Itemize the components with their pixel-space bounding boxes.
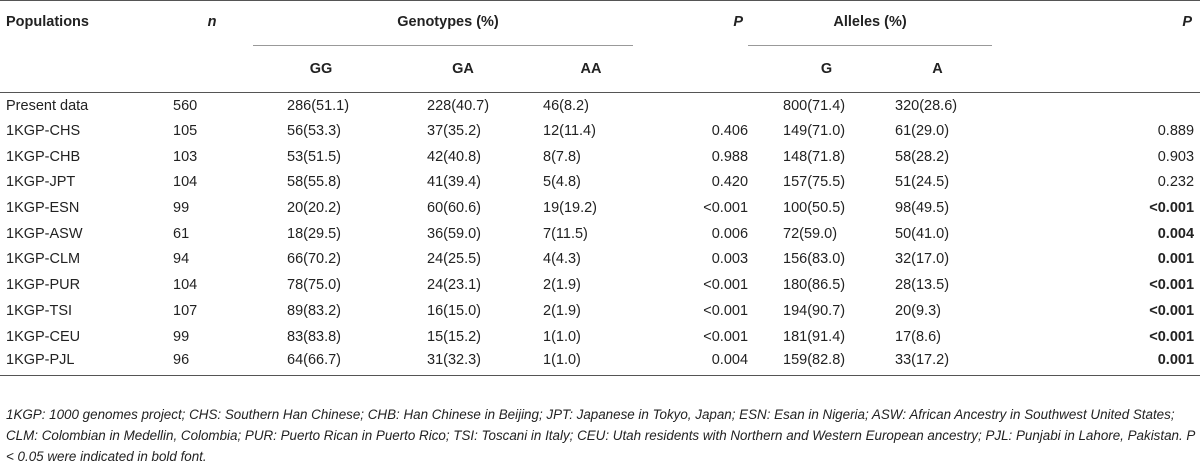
- cell-gg: 89(83.2): [287, 302, 342, 319]
- header-alleles-label: Alleles (%): [833, 14, 907, 30]
- cell-n: 104: [173, 277, 198, 294]
- header-blank-1: [0, 46, 163, 93]
- table-row: [0, 170, 1200, 196]
- cell-p1: [643, 93, 748, 119]
- header-blank-3: [643, 46, 748, 93]
- cell-p2: <0.001: [1149, 277, 1195, 294]
- cell-p1: <0.001: [703, 277, 749, 294]
- cell-p1: 0.006: [711, 225, 749, 242]
- cell-gg: 78(75.0): [287, 277, 342, 294]
- cell-pop: 1KGP-PUR: [6, 277, 81, 294]
- header-aa: AA: [513, 46, 643, 93]
- cell-a: 50(41.0): [895, 225, 950, 242]
- table-body: [0, 93, 1200, 376]
- cell-p1: <0.001: [703, 302, 749, 319]
- cell-g: 181(91.4): [783, 328, 846, 345]
- header-alleles: [748, 1, 992, 46]
- cell-p2: 0.889: [1157, 123, 1195, 140]
- cell-pop: 1KGP-ESN: [6, 200, 80, 217]
- cell-aa: 7(11.5): [543, 225, 588, 242]
- cell-pop: 1KGP-JPT: [6, 174, 76, 191]
- cell-n: 96: [163, 349, 253, 375]
- cell-aa: 1(1.0): [543, 328, 581, 345]
- cell-gg: 56(53.3): [287, 123, 342, 140]
- table-row: [0, 221, 1200, 247]
- cell-g: 800(71.4): [783, 97, 846, 114]
- cell-ga: 37(35.2): [427, 123, 482, 140]
- cell-aa: 2(1.9): [543, 302, 581, 319]
- cell-pop: 1KGP-CLM: [6, 251, 81, 268]
- cell-aa: 46(8.2): [543, 97, 589, 114]
- table-footnote: 1KGP: 1000 genomes project; CHS: Southern Han Chinese; CHB: Han Chinese in Beijing; JPT: Japanese in Tokyo, Japan; ESN: Esan in Nigeria; ASW: African Ancestry in Southwest United States; CLM: Colombian in Medellin, Colombia; PUR: Puerto Rican in Puerto Rico; TSI: Toscani in Italy; CEU: Utah residents with Northern and Western European ancestry; PJL: Punjabi in Lahore, Pakistan. P < 0.05 were indicated in bold font.: [6, 407, 1195, 464]
- cell-n: 560: [173, 97, 198, 114]
- header-a: A: [865, 46, 992, 93]
- header-p2: P: [992, 1, 1200, 46]
- cell-gg: 18(29.5): [287, 225, 342, 242]
- cell-aa: 12(11.4): [543, 123, 596, 140]
- cell-p2: [992, 93, 1200, 119]
- cell-a: 98(49.5): [895, 200, 950, 217]
- cell-ga: 36(59.0): [427, 225, 482, 242]
- cell-gg: 64(66.7): [253, 349, 383, 375]
- cell-p1: 0.004: [643, 349, 748, 375]
- cell-ga: 60(60.6): [427, 200, 482, 217]
- cell-gg: 58(55.8): [287, 174, 342, 191]
- cell-a: 61(29.0): [895, 123, 950, 140]
- cell-ga: 24(23.1): [427, 277, 482, 294]
- cell-gg: 20(20.2): [287, 200, 342, 217]
- cell-p1: <0.001: [703, 200, 749, 217]
- cell-n: 99: [173, 328, 190, 345]
- table-row: [0, 298, 1200, 324]
- cell-a: 51(24.5): [895, 174, 950, 191]
- header-n: n: [163, 1, 253, 46]
- cell-p2: 0.001: [992, 349, 1200, 375]
- header-blank-4: [992, 46, 1200, 93]
- header-populations: Populations: [0, 1, 163, 46]
- cell-p2: 0.004: [1157, 225, 1195, 242]
- table-row: [0, 144, 1200, 170]
- cell-p2: <0.001: [1149, 302, 1195, 319]
- cell-gg: 83(83.8): [287, 328, 342, 345]
- header-gg: GG: [253, 46, 383, 93]
- table-row: [0, 349, 1200, 375]
- cell-p2: <0.001: [1149, 328, 1195, 345]
- cell-gg: 53(51.5): [287, 148, 342, 165]
- cell-n: 105: [173, 123, 198, 140]
- genotypes-underline: [253, 45, 633, 46]
- cell-n: 61: [173, 225, 190, 242]
- table-row: [0, 247, 1200, 273]
- cell-pop: 1KGP-CHS: [6, 123, 81, 140]
- cell-p1: 0.406: [711, 123, 749, 140]
- cell-p2: 0.001: [1157, 251, 1195, 268]
- cell-pop: Present data: [6, 97, 89, 114]
- cell-g: 148(71.8): [783, 148, 846, 165]
- cell-aa: 1(1.0): [513, 349, 643, 375]
- cell-g: 194(90.7): [783, 302, 846, 319]
- cell-a: 17(8.6): [895, 328, 941, 345]
- cell-p2: <0.001: [1149, 200, 1195, 217]
- cell-p2: 0.232: [1157, 174, 1195, 191]
- cell-n: 107: [173, 302, 198, 319]
- cell-ga: 31(32.3): [383, 349, 513, 375]
- cell-ga: 16(15.0): [427, 302, 482, 319]
- cell-n: 104: [173, 174, 198, 191]
- cell-gg: 286(51.1): [287, 97, 350, 114]
- cell-g: 157(75.5): [783, 174, 846, 191]
- cell-a: 33(17.2): [865, 349, 992, 375]
- header-row-1: [0, 1, 1200, 46]
- cell-a: 58(28.2): [895, 148, 950, 165]
- alleles-underline: [748, 45, 992, 46]
- cell-a: 20(9.3): [895, 302, 941, 319]
- cell-pop: 1KGP-CHB: [6, 148, 81, 165]
- cell-g: 100(50.5): [783, 200, 846, 217]
- cell-g: 72(59.0): [783, 225, 838, 242]
- cell-pop: 1KGP-CEU: [6, 328, 81, 345]
- cell-aa: 19(19.2): [543, 200, 598, 217]
- cell-aa: 2(1.9): [543, 277, 581, 294]
- cell-n: 103: [173, 148, 198, 165]
- header-genotypes: [253, 1, 643, 46]
- cell-aa: 8(7.8): [543, 148, 581, 165]
- cell-ga: 15(15.2): [427, 328, 482, 345]
- cell-gg: 66(70.2): [287, 251, 342, 268]
- table-row: [0, 272, 1200, 298]
- cell-a: 28(13.5): [895, 277, 950, 294]
- cell-p1: <0.001: [703, 328, 749, 345]
- cell-aa: 4(4.3): [543, 251, 581, 268]
- cell-ga: 228(40.7): [427, 97, 490, 114]
- cell-ga: 24(25.5): [427, 251, 482, 268]
- cell-n: 94: [173, 251, 190, 268]
- cell-p1: 0.988: [711, 148, 749, 165]
- cell-n: 99: [173, 200, 190, 217]
- cell-p1: 0.420: [711, 174, 749, 191]
- cell-a: 320(28.6): [895, 97, 958, 114]
- cell-pop: 1KGP-ASW: [6, 225, 83, 242]
- table-row: [0, 93, 1200, 119]
- cell-g: 180(86.5): [783, 277, 846, 294]
- header-blank-2: [163, 46, 253, 93]
- cell-g: 156(83.0): [783, 251, 846, 268]
- cell-g: 149(71.0): [783, 123, 846, 140]
- cell-pop: 1KGP-TSI: [6, 302, 73, 319]
- cell-g: 159(82.8): [748, 349, 865, 375]
- header-g: G: [748, 46, 865, 93]
- header-row-2: [0, 46, 1200, 93]
- header-p1: P: [643, 1, 748, 46]
- cell-pop: 1KGP-PJL: [0, 349, 163, 375]
- table-row: [0, 324, 1200, 350]
- header-genotypes-label: Genotypes (%): [397, 14, 499, 30]
- cell-aa: 5(4.8): [543, 174, 581, 191]
- table-row: [0, 118, 1200, 144]
- cell-ga: 42(40.8): [427, 148, 482, 165]
- cell-a: 32(17.0): [895, 251, 950, 268]
- cell-ga: 41(39.4): [427, 174, 482, 191]
- table-row: [0, 195, 1200, 221]
- cell-p1: 0.003: [711, 251, 749, 268]
- cell-p2: 0.903: [1157, 148, 1195, 165]
- header-ga: GA: [383, 46, 513, 93]
